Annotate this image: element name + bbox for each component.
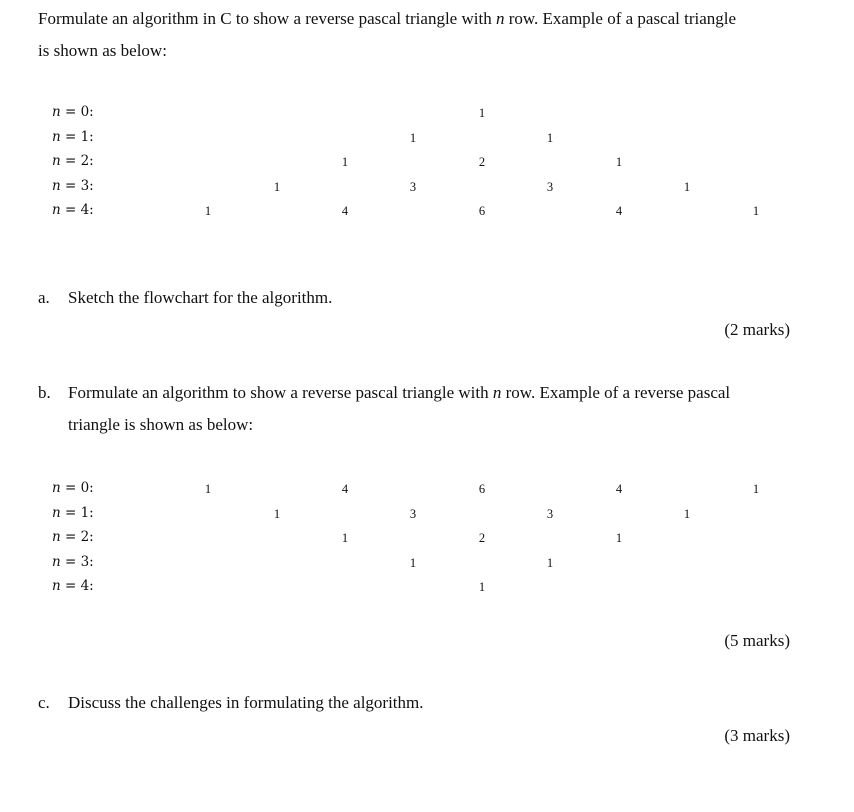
reverse-row-label-text: = 0:: [60, 480, 94, 496]
question-b-text-a: Formulate an algorithm to show a reverse pascal triangle with: [68, 383, 493, 402]
pascal-row-label: [52, 155, 94, 169]
reverse-row-label-variable: n: [52, 529, 61, 545]
reverse-cell: 1: [615, 531, 623, 545]
pascal-cell: 1: [546, 130, 554, 145]
reverse-row-label-variable: n: [52, 504, 61, 521]
question-a-text: Sketch the flowchart for the algorithm.: [68, 288, 333, 307]
reverse-cell: 1: [273, 506, 281, 521]
pascal-cell: 1: [683, 179, 691, 194]
reverse-cell: 1: [683, 506, 691, 521]
question-a-marks: (2 marks): [724, 320, 790, 339]
reverse-cell: 1: [478, 580, 486, 594]
reverse-row-label: [52, 531, 94, 545]
reverse-row-label: [52, 482, 94, 496]
pascal-row-label: [52, 106, 94, 120]
reverse-row-label-variable: n: [52, 480, 61, 496]
pascal-cell: 1: [273, 179, 281, 194]
pascal-cell: 4: [615, 204, 623, 218]
reverse-row-label-text: = 3:: [60, 553, 94, 570]
reverse-cell: 1: [409, 555, 417, 570]
pascal-row-label-variable: n: [52, 128, 61, 145]
pascal-cell: 3: [546, 179, 554, 194]
question-b-marks: (5 marks): [724, 631, 790, 650]
pascal-row-label-text: = 0:: [60, 104, 94, 120]
pascal-cell: 3: [409, 179, 417, 194]
reverse-cell: 1: [341, 531, 349, 545]
question-b-letter: b.: [38, 383, 51, 402]
pascal-row-label-text: = 4:: [60, 202, 94, 218]
reverse-row-label: [52, 504, 94, 521]
reverse-row-label-text: = 1:: [60, 504, 94, 521]
intro-text-a: Formulate an algorithm in C to show a reverse pascal triangle with: [38, 9, 496, 28]
reverse-cell: 1: [546, 555, 554, 570]
pascal-row-label-text: = 3:: [60, 177, 94, 194]
pascal-row-label-variable: n: [52, 104, 61, 120]
intro-line-2: is shown as below:: [38, 41, 167, 60]
pascal-row-label-text: = 2:: [60, 153, 94, 169]
pascal-row-label-text: = 1:: [60, 128, 94, 145]
question-a-letter: a.: [38, 288, 50, 307]
pascal-cell: 1: [615, 155, 623, 169]
intro-text-b: row. Example of a pascal triangle: [504, 9, 737, 28]
reverse-cell: 2: [478, 531, 486, 545]
pascal-row-label: [52, 128, 94, 145]
pascal-row-label-variable: n: [52, 202, 61, 218]
question-b-variable-n: n: [492, 383, 502, 402]
pascal-cell: 2: [478, 155, 486, 169]
reverse-row-label: [52, 580, 94, 594]
pascal-cell: 1: [341, 155, 349, 169]
reverse-cell: 4: [341, 482, 349, 496]
pascal-cell: 6: [478, 204, 486, 218]
intro-variable-n: n: [495, 9, 505, 28]
pascal-row-label-variable: n: [52, 153, 61, 169]
reverse-cell: 6: [478, 482, 486, 496]
pascal-row-label: [52, 177, 94, 194]
question-b-text-b: row. Example of a reverse pascal: [501, 383, 731, 402]
reverse-cell: 3: [409, 506, 417, 521]
reverse-row-label-variable: n: [52, 578, 61, 594]
question-c-text: Discuss the challenges in formulating the algorithm.: [68, 693, 424, 712]
reverse-cell: 3: [546, 506, 554, 521]
pascal-cell: 1: [204, 204, 212, 218]
reverse-row-label-text: = 2:: [60, 529, 94, 545]
question-b-line-1: [68, 384, 730, 401]
pascal-cell: 1: [409, 130, 417, 145]
pascal-cell: 1: [478, 106, 486, 120]
question-c-marks: (3 marks): [724, 726, 790, 745]
question-b-line-2: triangle is shown as below:: [68, 415, 254, 434]
reverse-row-label: [52, 553, 94, 570]
pascal-row-label: [52, 204, 94, 218]
reverse-cell: 4: [615, 482, 623, 496]
pascal-cell: 4: [341, 204, 349, 218]
intro-line-1: [38, 10, 736, 27]
reverse-cell: 1: [752, 482, 760, 496]
reverse-row-label-text: = 4:: [60, 578, 94, 594]
pascal-row-label-variable: n: [52, 177, 61, 194]
question-c-letter: c.: [38, 693, 50, 712]
reverse-cell: 1: [204, 482, 212, 496]
reverse-row-label-variable: n: [52, 553, 61, 570]
pascal-cell: 1: [752, 204, 760, 218]
